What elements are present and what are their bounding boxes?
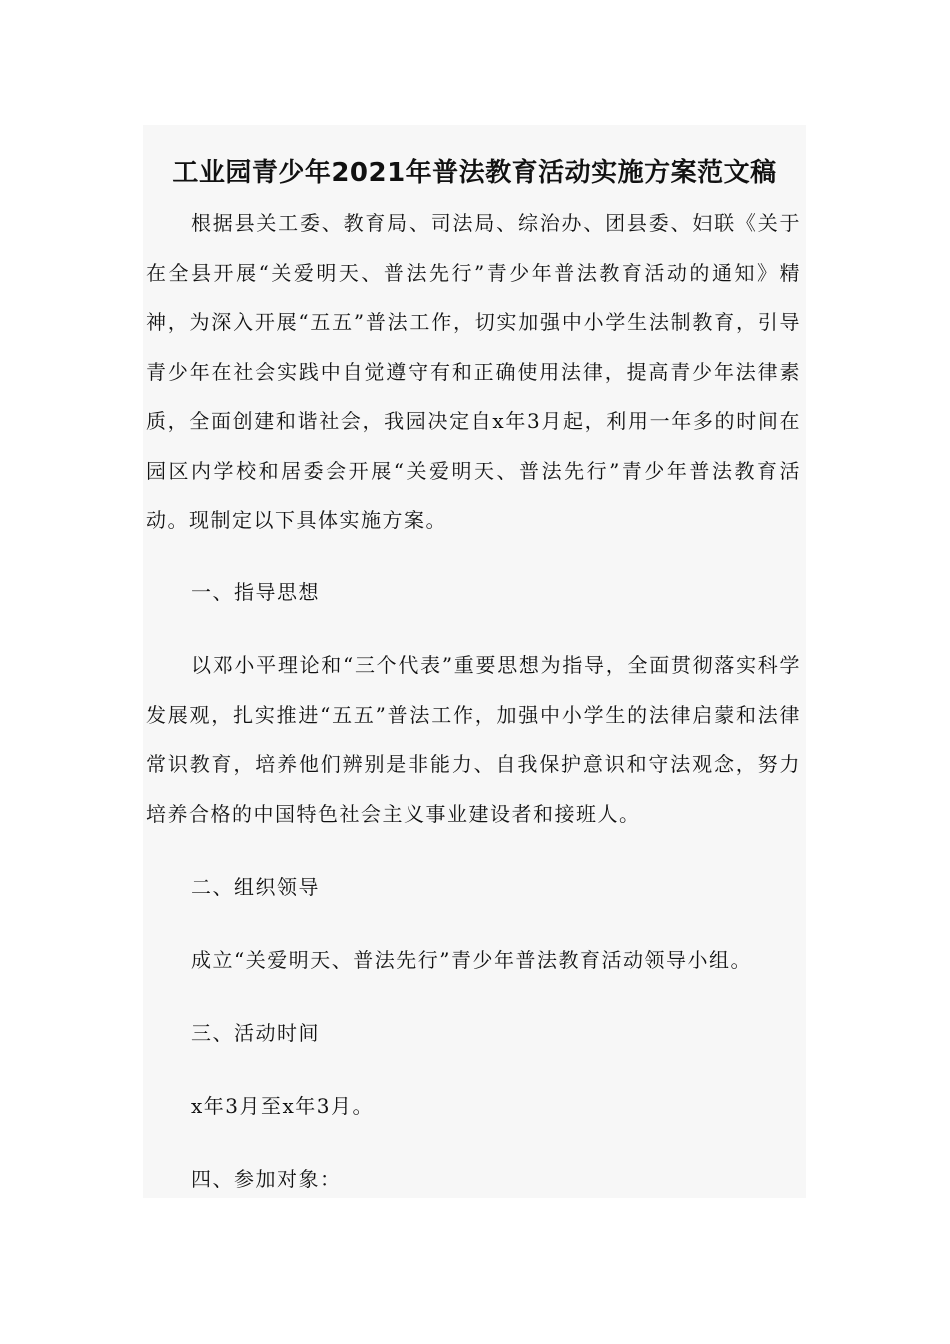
intro-paragraph: 根据县关工委、教育局、司法局、综治办、团县委、妇联《关于在全县开展“关爱明天、普法先行”青少年普法教育活动的通知》精神，为深入开展“五五”普法工作，切实加强中小学生法制教育，引导青少年在社会实践中自觉遵守有和正确使用法律，提高青少年法律素质，全面创建和谐社会，我园决定自x年3月起，利用一年多的时间在园区内学校和居委会开展“关爱明天、普法先行”青少年普法教育活动。现制定以下具体实施方案。: [146, 211, 801, 532]
document-page: [143, 125, 806, 1198]
section-heading-participants: 四、参加对象：: [191, 1167, 342, 1191]
section-heading-activity-time: 三、活动时间: [191, 1021, 320, 1045]
section-heading-organization: 二、组织领导: [191, 875, 320, 899]
organization-paragraph: 成立“关爱明天、普法先行”青少年普法教育活动领导小组。: [191, 948, 752, 972]
guiding-ideology-paragraph: 以邓小平理论和“三个代表”重要思想为指导，全面贯彻落实科学发展观，扎实推进“五五”普法工作，加强中小学生的法律启蒙和法律常识教育，培养他们辨别是非能力、自我保护意识和守法观念，努力培养合格的中国特色社会主义事业建设者和接班人。: [146, 653, 801, 826]
section-heading-guiding-ideology: 一、指导思想: [191, 580, 320, 604]
document-title: 工业园青少年2021年普法教育活动实施方案范文稿: [172, 158, 777, 189]
activity-time-paragraph: x年3月至x年3月。: [191, 1094, 375, 1118]
